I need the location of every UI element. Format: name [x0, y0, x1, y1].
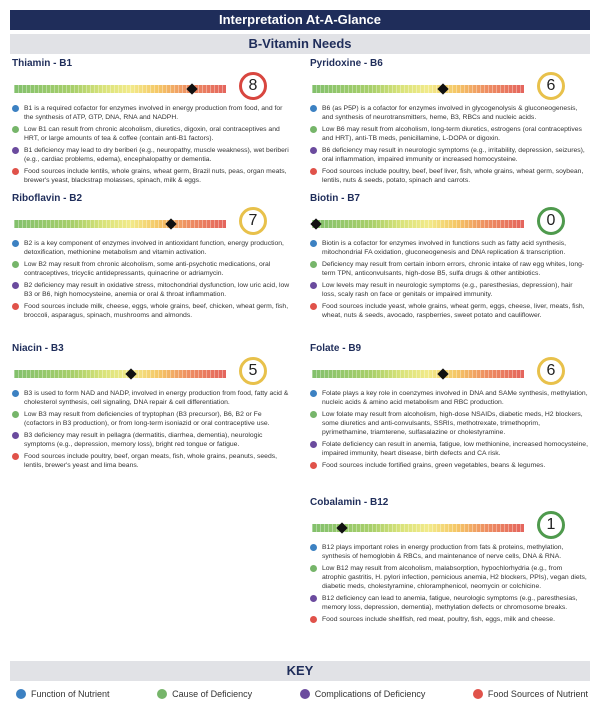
vitamin-card-b2 [12, 193, 290, 323]
list-item [12, 389, 290, 407]
score-circle: 6 [537, 357, 565, 385]
purple-dot-icon [300, 689, 310, 699]
key-item-cause [157, 689, 252, 699]
food-dot-icon [310, 303, 317, 310]
cause-dot-icon [310, 565, 317, 572]
list-item-text: Low B2 may result from chronic alcoholism, some anti-psychotic medications, oral contraceptives, tricyclic antidepressants, quinacrine or adriamycin. [24, 261, 271, 277]
info-list [12, 389, 290, 470]
list-item [310, 594, 588, 612]
key-item-food [473, 689, 588, 699]
info-list [12, 104, 290, 185]
list-item [310, 564, 588, 591]
function-dot-icon [12, 390, 19, 397]
score-meter [310, 207, 588, 237]
score-circle: 7 [239, 207, 267, 235]
vitamin-card-b1 [12, 58, 290, 188]
gradient-bar [312, 370, 524, 378]
list-item-text: B6 (as P5P) is a cofactor for enzymes involved in glycogenolysis & gluconeogenesis, and synthesis of neurotransmitters, heme, B3, RBCs and nucleic acids. [322, 105, 578, 121]
vitamin-card-b12 [310, 497, 588, 627]
list-item [12, 260, 290, 278]
score-circle: 8 [239, 72, 267, 100]
food-dot-icon [12, 453, 19, 460]
list-item-text: Food sources include poultry, beef, beef liver, fish, whole grains, wheat germ, soybean, lentils, nuts & seeds, potato, spinach and carrots. [322, 168, 584, 184]
list-item-text: B12 deficiency can lead to anemia, fatigue, neurologic symptoms (e.g., paresthesias, memory loss, depression, dementia), methylation defects or chromosome breaks. [322, 595, 578, 611]
list-item-text: Food sources include milk, cheese, eggs, whole grains, beef, chicken, wheat germ, fish, broccoli, asparagus, spinach, mushrooms and almonds. [24, 303, 289, 319]
list-item-text: B3 deficiency may result in pellagra (dermatitis, diarrhea, dementia), neurologic symptoms (e.g., depression, memory loss), bright red tongue or fatigue. [24, 432, 263, 448]
list-item [12, 281, 290, 299]
page-title: Interpretation At-A-Glance [10, 10, 590, 30]
vitamin-title: Thiamin - B1 [12, 58, 73, 69]
vitamin-title: Niacin - B3 [12, 343, 64, 354]
list-item-text: B3 is used to form NAD and NADP, involved in energy production from food, fatty acid & cholesterol synthesis, cell signaling, DNA repair & cell differentiation. [24, 390, 289, 406]
vitamin-card-b7 [310, 193, 588, 323]
list-item-text: Low B12 may result from alcoholism, malabsorption, hypochlorhydria (e.g., from atrophic gastritis, H. pylori infection, pernicious anemia, H2 blockers, PPIs), vegan diets, diabetic meds, cholestyramine, chloramphenicol, neomycin or colchicine. [322, 565, 587, 590]
vitamin-card-b3 [12, 343, 290, 473]
list-item [12, 431, 290, 449]
red-dot-icon [473, 689, 483, 699]
score-circle: 5 [239, 357, 267, 385]
cause-dot-icon [12, 411, 19, 418]
complication-dot-icon [310, 147, 317, 154]
cause-dot-icon [12, 126, 19, 133]
food-dot-icon [310, 168, 317, 175]
list-item [12, 302, 290, 320]
list-item [12, 239, 290, 257]
list-item-text: Low folate may result from alcoholism, high-dose NSAIDs, diabetic meds, H2 blockers, some diuretics and anti-convulsants, SSRIs, methotrexate, trimethoprim, pyrimethamine, triamterene, sulfasalazine or cholestyramine. [322, 411, 583, 436]
key-item-complications [300, 689, 426, 699]
key-legend [16, 686, 588, 702]
vitamin-card-b9 [310, 343, 588, 473]
function-dot-icon [310, 105, 317, 112]
list-item-text: Food sources include lentils, whole grains, wheat germ, Brazil nuts, peas, organ meats, brewer's yeast, blackstrap molasses, spinach, milk & eggs. [24, 168, 287, 184]
food-dot-icon [310, 616, 317, 623]
list-item [12, 125, 290, 143]
list-item [310, 302, 588, 320]
list-item-text: Food sources include poultry, beef, organ meats, fish, whole grains, peanuts, seeds, lentils, brewer's yeast and lima beans. [24, 453, 278, 469]
info-list [310, 389, 588, 470]
score-meter [12, 207, 290, 237]
list-item-text: Low levels may result in neurologic symptoms (e.g., paresthesias, depression), hair loss, scaly rash on face or genitals or impaired immunity. [322, 282, 573, 298]
gradient-bar [14, 370, 226, 378]
score-circle: 6 [537, 72, 565, 100]
list-item-text: Food sources include shellfish, red meat, poultry, fish, eggs, milk and cheese. [322, 616, 555, 623]
list-item [310, 615, 588, 624]
score-circle: 0 [537, 207, 565, 235]
complication-dot-icon [310, 595, 317, 602]
list-item [310, 440, 588, 458]
vitamin-title: Cobalamin - B12 [310, 497, 389, 508]
info-list [310, 104, 588, 185]
vitamin-title: Biotin - B7 [310, 193, 360, 204]
list-item-text: B6 deficiency may result in neurologic symptoms (e.g., irritability, depression, seizures), oral inflammation, impaired immunity or increased homocysteine. [322, 147, 585, 163]
key-label: Complications of Deficiency [314, 689, 426, 699]
cause-dot-icon [310, 126, 317, 133]
list-item [310, 104, 588, 122]
list-item-text: Food sources include fortified grains, green vegetables, beans & legumes. [322, 462, 546, 469]
list-item [310, 410, 588, 437]
list-item [310, 281, 588, 299]
list-item [12, 167, 290, 185]
key-title: KEY [10, 661, 590, 681]
list-item-text: B12 plays important roles in energy production from fats & proteins, methylation, synthesis of hemoglobin & RBCs, and maintenance of nerve cells, DNA & RNA. [322, 544, 564, 560]
list-item-text: Low B1 can result from chronic alcoholism, diuretics, digoxin, oral contraceptives and HRT, or large amounts of tea & coffee (contain anti-B1 factors). [24, 126, 280, 142]
list-item-text: Folate plays a key role in coenzymes involved in DNA and SAMe synthesis, methylation, nucleic acids & amino acid metabolism and RBC production. [322, 390, 588, 406]
complication-dot-icon [12, 282, 19, 289]
list-item [310, 389, 588, 407]
list-item [310, 239, 588, 257]
list-item [12, 452, 290, 470]
cause-dot-icon [12, 261, 19, 268]
function-dot-icon [12, 240, 19, 247]
list-item-text: Deficiency may result from certain inborn errors, chronic intake of raw egg whites, long-term TPN, anticonvulsants, high-dose B5, sulfa drugs & other antibiotics. [322, 261, 585, 277]
list-item [310, 543, 588, 561]
function-dot-icon [12, 105, 19, 112]
info-list [310, 239, 588, 320]
food-dot-icon [12, 168, 19, 175]
blue-dot-icon [16, 689, 26, 699]
cause-dot-icon [310, 261, 317, 268]
complication-dot-icon [12, 432, 19, 439]
key-label: Food Sources of Nutrient [487, 689, 588, 699]
list-item-text: B1 is a required cofactor for enzymes involved in energy production from food, and for the synthesis of ATP, GTP, DNA, RNA and NADPH. [24, 105, 283, 121]
cause-dot-icon [310, 411, 317, 418]
list-item-text: B1 deficiency may lead to dry beriberi (e.g., neuropathy, muscle weakness), wet beriberi (e.g., cardiac problems, edema), encephalopathy or dementia. [24, 147, 289, 163]
list-item [12, 410, 290, 428]
score-circle: 1 [537, 511, 565, 539]
info-list [310, 543, 588, 624]
gradient-bar [14, 220, 226, 228]
key-item-function [16, 689, 110, 699]
vitamin-title: Folate - B9 [310, 343, 362, 354]
list-item-text: Folate deficiency can result in anemia, fatigue, low methionine, increased homocysteine, impaired immunity, heart disease, birth defects and CA risk. [322, 441, 588, 457]
function-dot-icon [310, 390, 317, 397]
green-dot-icon [157, 689, 167, 699]
list-item-text: Low B3 may result from deficiencies of tryptophan (B3 precursor), B6, B2 or Fe (cofactors in B3 production), or from long-term isoniazid or oral contraceptive use. [24, 411, 270, 427]
food-dot-icon [12, 303, 19, 310]
score-meter [310, 72, 588, 102]
complication-dot-icon [12, 147, 19, 154]
vitamin-title: Pyridoxine - B6 [310, 58, 383, 69]
score-meter [12, 357, 290, 387]
function-dot-icon [310, 240, 317, 247]
gradient-bar [312, 220, 524, 228]
list-item [310, 125, 588, 143]
score-meter [310, 357, 588, 387]
list-item [310, 146, 588, 164]
list-item-text: Biotin is a cofactor for enzymes involved in functions such as fatty acid synthesis, mitochondrial FA oxidation, gluconeogenesis and DNA replication & transcription. [322, 240, 567, 256]
list-item [310, 260, 588, 278]
section-title: B-Vitamin Needs [10, 34, 590, 54]
score-meter [310, 511, 588, 541]
complication-dot-icon [310, 441, 317, 448]
key-label: Cause of Deficiency [172, 689, 253, 699]
list-item [12, 104, 290, 122]
key-label: Function of Nutrient [31, 689, 110, 699]
list-item-text: B2 deficiency may result in oxidative stress, mitochondrial dysfunction, low uric acid, low B3 or B6, high homocysteine, anemia or oral & throat inflammation. [24, 282, 290, 298]
complication-dot-icon [310, 282, 317, 289]
info-list [12, 239, 290, 320]
list-item [310, 461, 588, 470]
gradient-bar [312, 85, 524, 93]
vitamin-title: Riboflavin - B2 [12, 193, 83, 204]
vitamin-card-b6 [310, 58, 588, 188]
function-dot-icon [310, 544, 317, 551]
list-item-text: B2 is a key component of enzymes involved in antioxidant function, energy production, detoxification, methionine metabolism and vitamin activation. [24, 240, 284, 256]
list-item [12, 146, 290, 164]
list-item-text: Food sources include yeast, whole grains, wheat germ, eggs, cheese, liver, meats, fish, wheat, nuts & seeds, avocado, raspberries, sweet potato and cauliflower. [322, 303, 585, 319]
score-meter [12, 72, 290, 102]
list-item-text: Low B6 may result from alcoholism, long-term diuretics, estrogens (oral contraceptives and HRT), anti-TB meds, penicillamine, L-DOPA or digoxin. [322, 126, 582, 142]
food-dot-icon [310, 462, 317, 469]
list-item [310, 167, 588, 185]
